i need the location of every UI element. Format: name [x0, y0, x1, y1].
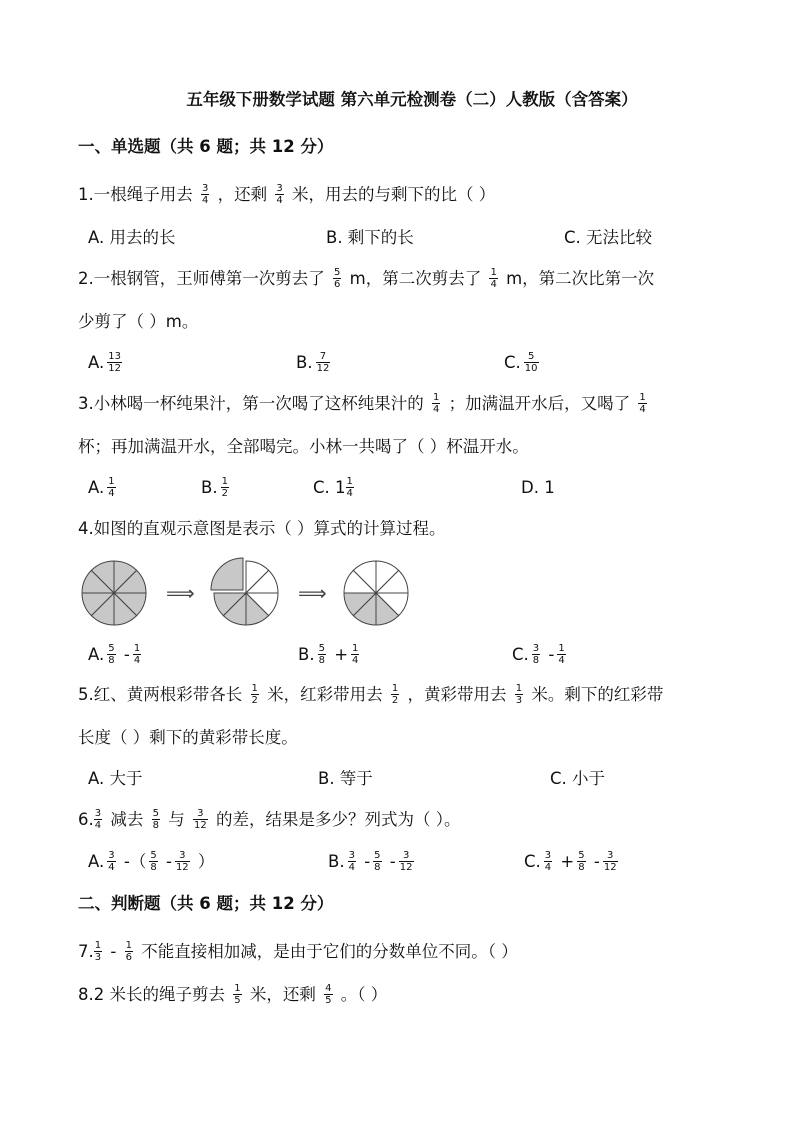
question-6	[78, 809, 460, 832]
q6-option-b[interactable]: B. $\frac{3}{4}$ - $\frac{5}{8}$ - $\frac{3}{12}$	[328, 850, 413, 873]
q3-option-a[interactable]: A. $\frac{1}{4}$	[88, 476, 115, 499]
q3-option-c[interactable]: C. 1 $\frac{1}{4}$	[313, 476, 353, 499]
q8-fraction-1: $\frac{1}{5}$	[234, 983, 241, 1006]
q2-fraction-1: $\frac{5}{6}$	[334, 267, 341, 290]
q5-fraction-2: $\frac{1}{2}$	[391, 683, 399, 706]
q6-text-c: 与	[168, 810, 185, 829]
arrow-1: ⟹	[166, 581, 195, 605]
q1-text-c: 米，用去的与剩下的比（ ）	[292, 185, 496, 204]
page-title: 五年级下册数学试题 第六单元检测卷（二）人教版（含答案）	[186, 90, 638, 109]
q2-option-c[interactable]: C. $\frac{5}{10}$	[504, 351, 538, 374]
section-heading-single-choice: 一、单选题（共 6 题；共 12 分）	[78, 137, 334, 156]
q6-option-c[interactable]: C. $\frac{3}{4}$ + $\frac{5}{8}$ - $\frac{3}{12}$	[524, 850, 617, 873]
question-3	[78, 393, 650, 416]
q2-text-b: m，第二次剪去了	[349, 269, 482, 288]
q2-text-c: m，第二次比第一次	[506, 269, 655, 288]
question-2-continued: 少剪了（ ）m。	[78, 312, 199, 331]
q5-option-c[interactable]: C. 小于	[550, 769, 606, 788]
q3-text-a: 3.小林喝一杯纯果汁，第一次喝了这杯纯果汁的	[78, 394, 424, 413]
circle-five-eighths-shaded	[82, 561, 146, 625]
q1-fraction-1: $\frac{3}{4}$	[202, 183, 209, 206]
q2-text-a: 2.一根钢管，王师傅第一次剪去了	[78, 269, 325, 288]
q3-option-d[interactable]: D. 1	[521, 478, 555, 497]
q5-text-c: ，黄彩带用去	[407, 685, 507, 704]
q3-text-b: ；加满温开水后，又喝了	[448, 394, 631, 413]
q3-fraction-1: $\frac{1}{4}$	[433, 392, 440, 415]
arrow-2: ⟹	[298, 581, 327, 605]
question-1	[78, 184, 495, 207]
q3-option-b[interactable]: B. $\frac{1}{2}$	[201, 476, 228, 499]
question-5	[78, 684, 663, 707]
question-7: 7. $\frac{1}{3}$ - $\frac{1}{6}$ 不能直接相加减，是由于它们的分数单位不同。（ ）	[78, 940, 518, 963]
q2-option-b[interactable]: B. $\frac{7}{12}$	[296, 351, 330, 374]
q6-fraction-2: $\frac{3}{12}$	[194, 808, 207, 831]
q1-text-a: 1.一根绳子用去	[78, 185, 193, 204]
circle-three-eighths-shaded	[344, 561, 408, 625]
q2-option-a[interactable]: A. $\frac{13}{12}$	[88, 351, 121, 374]
q7-text-a: 7.	[78, 942, 94, 961]
q6-option-a[interactable]: A. $\frac{3}{4}$ -（ $\frac{5}{8}$ - $\frac{3}{12}$ ）	[88, 850, 215, 873]
q1-option-a[interactable]: A. 用去的长	[88, 228, 176, 247]
q8-fraction-2: $\frac{4}{5}$	[325, 983, 332, 1006]
q5-text-a: 5.红、黄两根彩带各长	[78, 685, 243, 704]
q5-text-d: 米。剩下的红彩带	[531, 685, 664, 704]
q6-fraction-0: $\frac{3}{4}$	[94, 808, 102, 831]
q6-text-a: 6.	[78, 810, 94, 829]
q1-option-b[interactable]: B. 剩下的长	[326, 228, 414, 247]
q5-text-b: 米，红彩带用去	[267, 685, 383, 704]
q1-text-b: ，还剩	[217, 185, 268, 204]
q4-option-b[interactable]: B. $\frac{5}{8}$ + $\frac{1}{4}$	[298, 643, 359, 666]
q2-fraction-2: $\frac{1}{4}$	[490, 267, 497, 290]
q5-fraction-3: $\frac{1}{3}$	[515, 683, 523, 706]
q3-fraction-2: $\frac{1}{4}$	[639, 392, 646, 415]
question-2	[78, 268, 654, 291]
circle-quarter-removed	[211, 558, 278, 625]
q6-fraction-1: $\frac{5}{8}$	[152, 808, 159, 831]
q1-fraction-2: $\frac{3}{4}$	[276, 183, 283, 206]
q6-text-d: 的差，结果是多少？列式为（ ）。	[215, 810, 461, 829]
q8-text-a: 8.2 米长的绳子剪去	[78, 985, 225, 1004]
question-5-continued: 长度（ ）剩下的黄彩带长度。	[78, 728, 298, 747]
question-8	[78, 984, 387, 1007]
question-4: 4.如图的直观示意图是表示（ ）算式的计算过程。	[78, 519, 446, 538]
q7-text-b: 不能直接相加减，是由于它们的分数单位不同。（ ）	[141, 942, 518, 961]
q5-option-b[interactable]: B. 等于	[318, 769, 373, 788]
q8-text-c: 。（ ）	[340, 985, 388, 1004]
q1-option-c[interactable]: C. 无法比较	[564, 228, 653, 247]
question-3-continued: 杯；再加满温开水，全部喝完。小林一共喝了（ ）杯温开水。	[78, 437, 529, 456]
q7-fraction-1: $\frac{1}{3}$	[94, 940, 102, 963]
q4-option-c[interactable]: C. $\frac{3}{8}$ - $\frac{1}{4}$	[512, 643, 565, 666]
q6-text-b: 减去	[110, 810, 144, 829]
q7-fraction-2: $\frac{1}{6}$	[125, 940, 132, 963]
fraction-diagram	[76, 553, 416, 633]
q5-option-a[interactable]: A. 大于	[88, 769, 143, 788]
section-heading-true-false: 二、判断题（共 6 题；共 12 分）	[78, 894, 334, 913]
q5-fraction-1: $\frac{1}{2}$	[251, 683, 258, 706]
q4-option-a[interactable]: A. $\frac{5}{8}$ - $\frac{1}{4}$	[88, 643, 141, 666]
q8-text-b: 米，还剩	[249, 985, 316, 1004]
